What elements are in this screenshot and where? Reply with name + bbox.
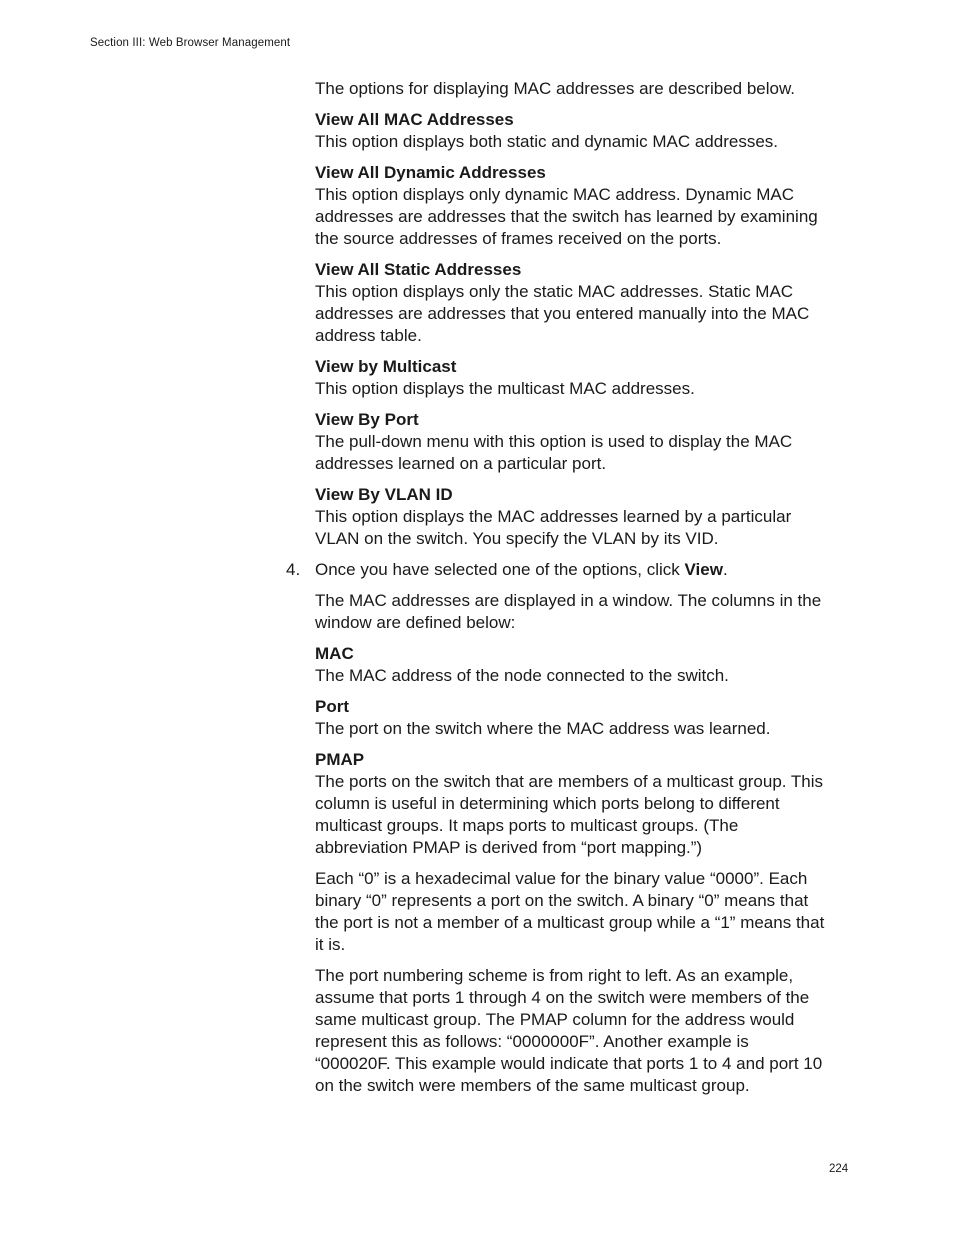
column-term-port: Port bbox=[315, 697, 349, 716]
intro-paragraph: The options for displaying MAC addresses are described below. bbox=[315, 79, 796, 98]
option-term-view-all-static: View All Static Addresses bbox=[315, 260, 522, 279]
column-term-pmap: PMAP bbox=[315, 750, 365, 769]
option-description-view-all-dynamic: This option displays only dynamic MAC address. Dynamic MAC addresses are addresses that the switch has learned by examining the source addresses of frames received on the ports. bbox=[315, 185, 818, 248]
step-4 bbox=[286, 559, 825, 581]
option-term-view-all-mac: View All MAC Addresses bbox=[315, 110, 514, 129]
step-text: Once you have selected one of the options, click bbox=[315, 560, 685, 579]
option-description-view-by-vlan: This option displays the MAC addresses learned by a particular VLAN on the switch. You specify the VLAN by its VID. bbox=[315, 507, 792, 548]
option-description-view-all-static: This option displays only the static MAC addresses. Static MAC addresses are addresses that you entered manually into the MAC address table. bbox=[315, 282, 810, 345]
option-description-view-all-mac: This option displays both static and dynamic MAC addresses. bbox=[315, 132, 779, 151]
column-description-mac: The MAC address of the node connected to the switch. bbox=[315, 666, 729, 685]
option-description-view-by-multicast: This option displays the multicast MAC addresses. bbox=[315, 379, 695, 398]
option-description-view-by-port: The pull-down menu with this option is used to display the MAC addresses learned on a particular port. bbox=[315, 432, 793, 473]
page-content bbox=[286, 78, 825, 1106]
columns-intro-paragraph: The MAC addresses are displayed in a window. The columns in the window are defined below: bbox=[315, 591, 822, 632]
pmap-numbering-paragraph: The port numbering scheme is from right to left. As an example, assume that ports 1 through 4 on the switch were members of the same multicast group. The PMAP column for the address would represent this as follows: “0000000F”. Another example is “000020F. This example would indicate that ports 1 to 4 and port 10 on the switch were members of the same multicast group. bbox=[315, 966, 823, 1095]
column-term-mac: MAC bbox=[315, 644, 354, 663]
step-text-end: . bbox=[722, 560, 728, 579]
option-term-view-all-dynamic: View All Dynamic Addresses bbox=[315, 163, 546, 182]
option-term-view-by-multicast: View by Multicast bbox=[315, 357, 457, 376]
option-term-view-by-port: View By Port bbox=[315, 410, 419, 429]
column-description-port: The port on the switch where the MAC address was learned. bbox=[315, 719, 771, 738]
view-button-reference: View bbox=[684, 560, 723, 579]
view-options-list bbox=[315, 109, 825, 550]
running-header: Section III: Web Browser Management bbox=[90, 37, 291, 49]
pmap-hex-paragraph: Each “0” is a hexadecimal value for the binary value “0000”. Each binary “0” represents a port on the switch. A binary “0” means that the port is not a member of a multicast group while a “1” means that it is. bbox=[315, 869, 825, 954]
step-number: 4. bbox=[286, 560, 301, 579]
column-description-pmap: The ports on the switch that are members of a multicast group. This column is useful in determining which ports belong to different multicast groups. It maps ports to multicast groups. (The abbreviation PMAP is derived from “port mapping.”) bbox=[315, 772, 824, 857]
page-number: 224 bbox=[829, 1163, 849, 1175]
option-term-view-by-vlan: View By VLAN ID bbox=[315, 485, 453, 504]
columns-list bbox=[315, 643, 825, 859]
